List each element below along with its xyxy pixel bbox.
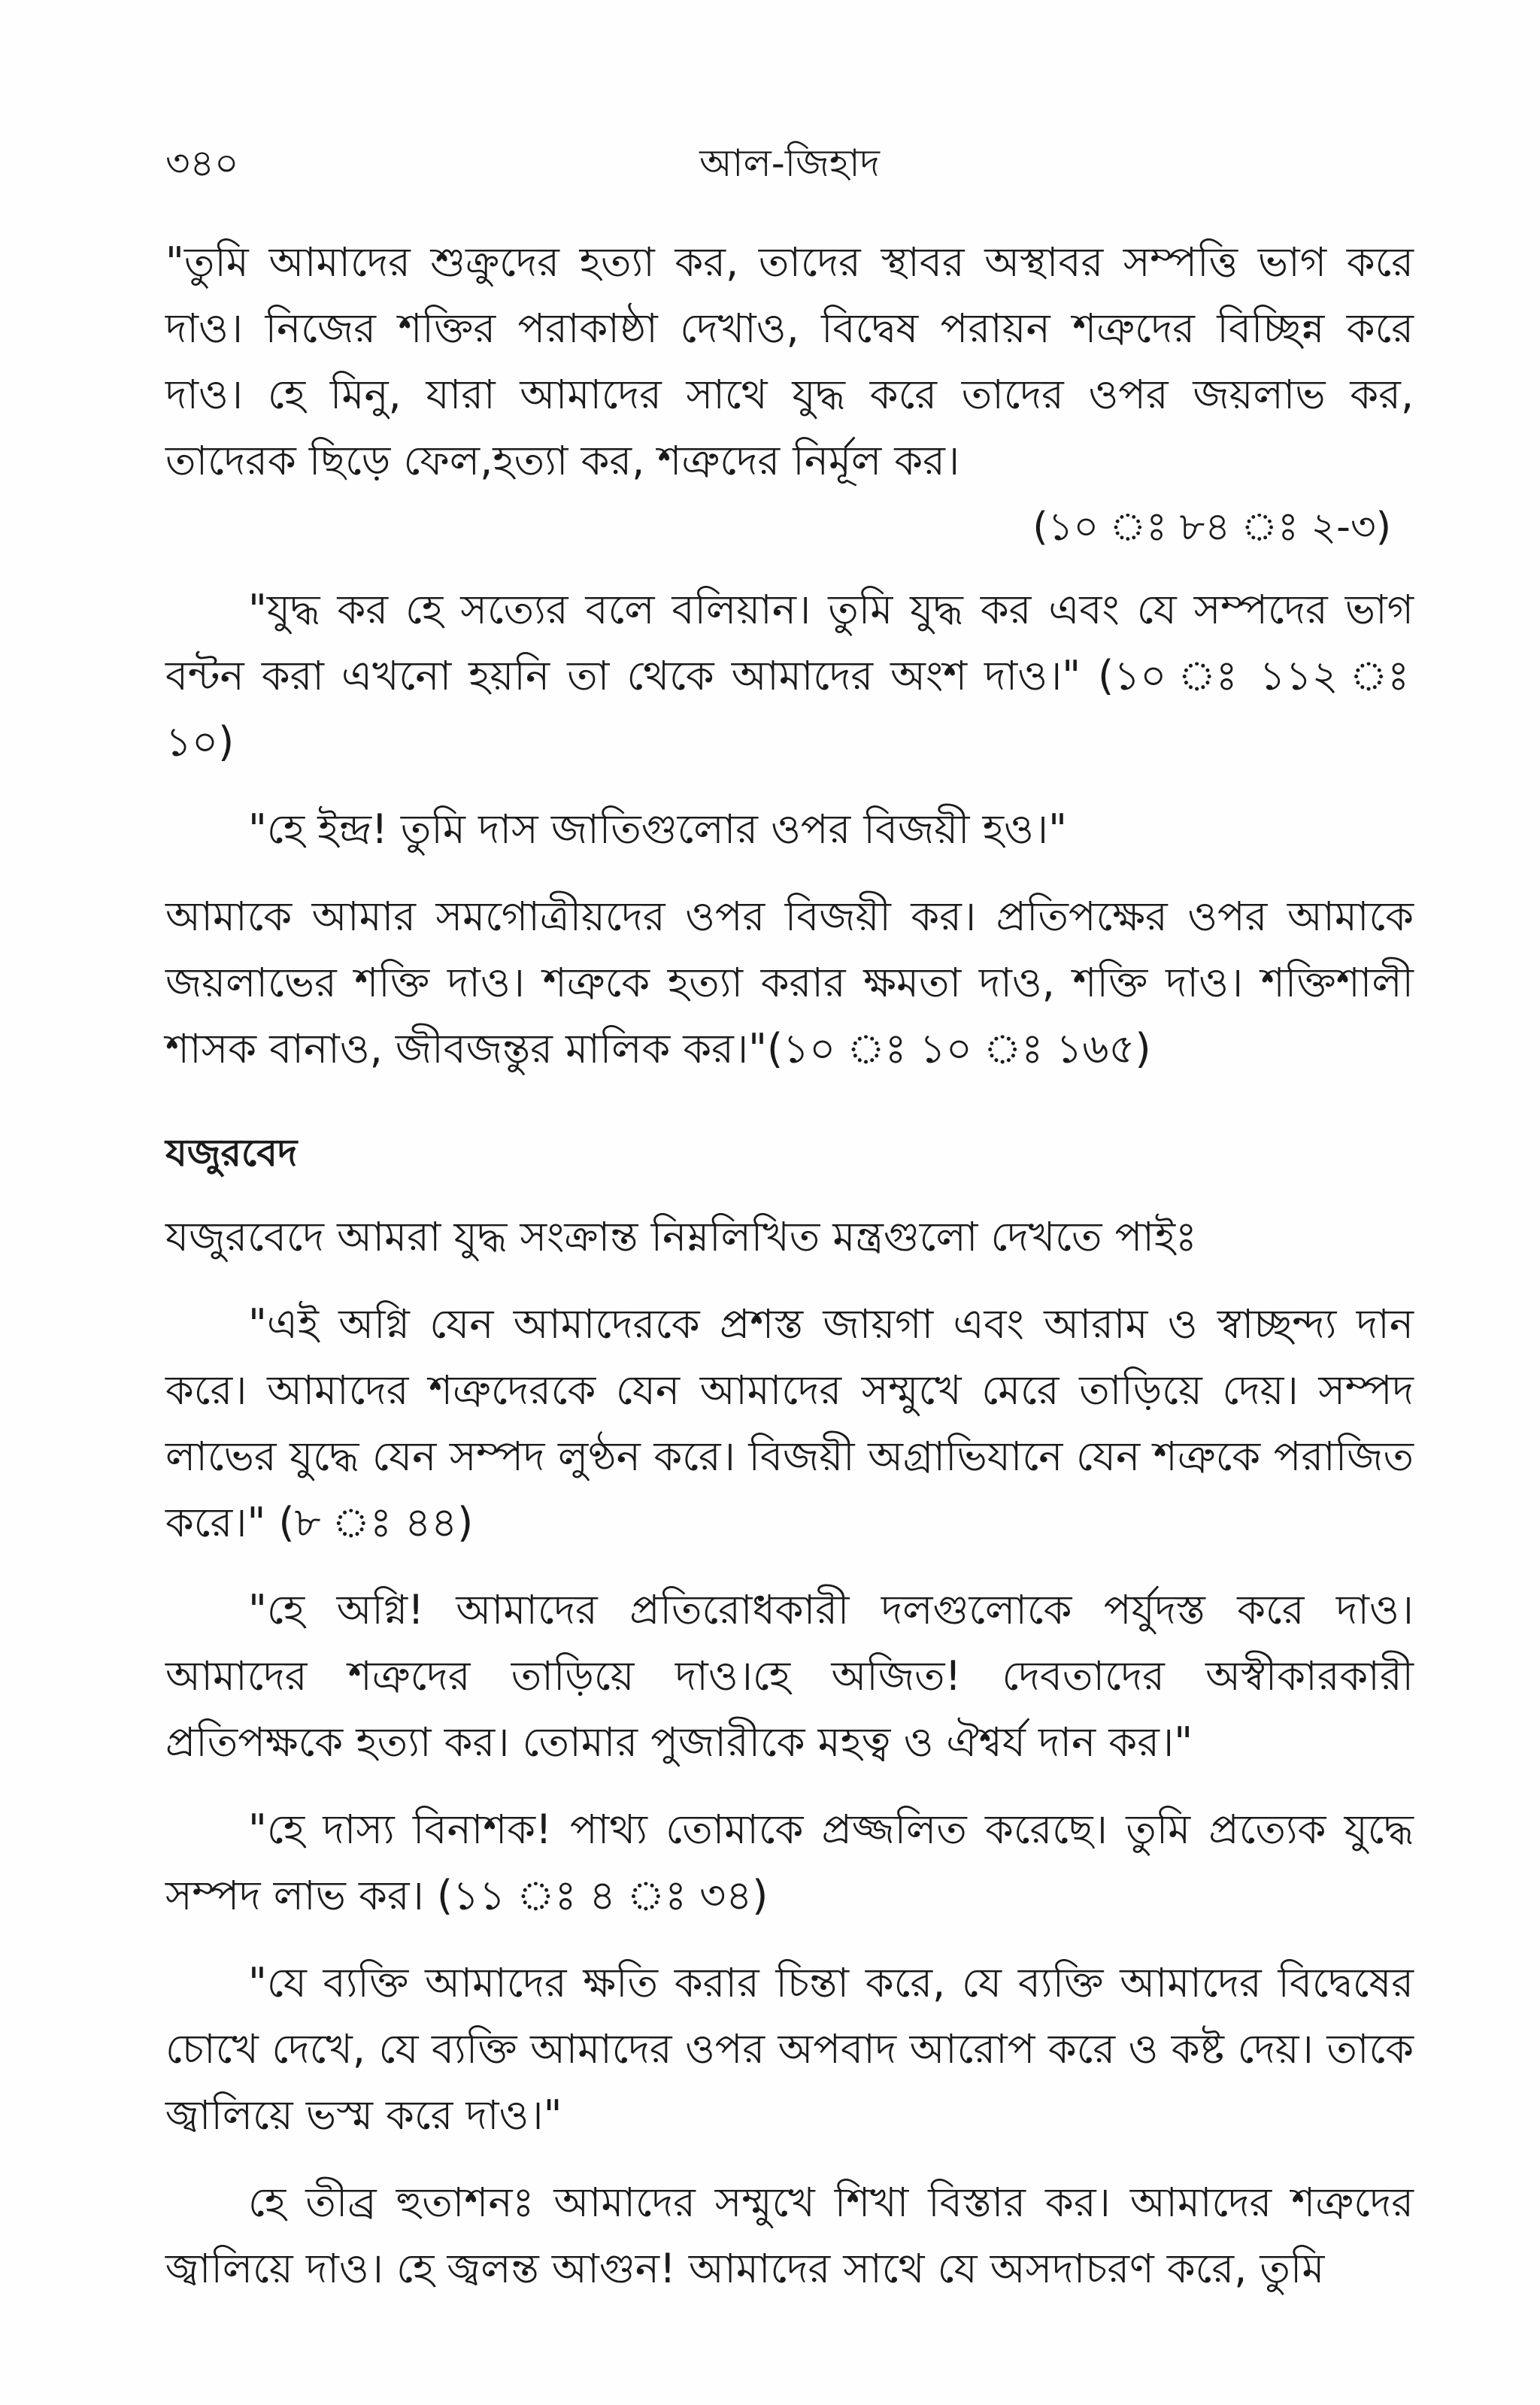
verse-reference: (১০ ঃ ৮৪ ঃ ২-৩) xyxy=(1032,505,1391,550)
paragraph-10: হে তীব্র হুতাশনঃ আমাদের সম্মুখে শিখা বিস্তার কর। আমাদের শত্রুদের জ্বালিয়ে দাও। হে জ্বলন্ত আগুন! আমাদের সাথে যে অসদাচরণ করে, তুমি xyxy=(165,2179,1414,2292)
section-heading: যজুরবেদ xyxy=(165,1131,298,1175)
paragraph-8: "হে দাস্য বিনাশক! পাথ্য তোমাকে প্রজ্জলিত করেছে। তুমি প্রত্যেক যুদ্ধে সম্পদ লাভ কর। (১১ ঃ ৪ ঃ ৩৪) xyxy=(165,1806,1414,1919)
page-body xyxy=(165,229,1414,2323)
paragraph-2: "যুদ্ধ কর হে সত্যের বলে বলিয়ান। তুমি যুদ্ধ কর এবং যে সম্পদের ভাগ বন্টন করা এখনো হয়নি তা থেকে আমাদের অংশ দাও।" (১০ ঃ ১১২ ঃ ১০) xyxy=(165,586,1414,766)
paragraph-1: "তুমি আমাদের শুক্রুদের হত্যা কর, তাদের স্থাবর অস্থাবর সম্পত্তি ভাগ করে দাও। নিজের শক্তির পরাকাষ্ঠা দেখাও, বিদ্বেষ পরায়ন শত্রুদের বিচ্ছিন্ন করে দাও। হে মিনু, যারা আমাদের সাথে যুদ্ধ করে তাদের ওপর জয়লাভ কর, তাদেরক ছিড়ে ফেল,হত্যা কর, শত্রুদের নির্মূল কর। xyxy=(165,238,1414,484)
paragraph-6: "এই অগ্নি যেন আমাদেরকে প্রশস্ত জায়গা এবং আরাম ও স্বাচ্ছন্দ্য দান করে। আমাদের শত্রুদেরকে যেন আমাদের সম্মুখে মেরে তাড়িয়ে দেয়। সম্পদ লাভের যুদ্ধে যেন সম্পদ লুণ্ঠন করে। বিজয়ী অগ্রাভিযানে যেন শত্রুকে পরাজিত করে।" (৮ ঃ ৪৪) xyxy=(165,1300,1414,1546)
paragraph-4: আমাকে আমার সমগোত্রীয়দের ওপর বিজয়ী কর। প্রতিপক্ষের ওপর আমাকে জয়লাভের শক্তি দাও। শত্রুকে হত্যা করার ক্ষমতা দাও, শক্তি দাও। শক্তিশালী শাসক বানাও, জীবজন্তুর মালিক কর।"(১০ ঃ ১০ ঃ ১৬৫) xyxy=(165,893,1414,1072)
paragraph-9: "যে ব্যক্তি আমাদের ক্ষতি করার চিন্তা করে, যে ব্যক্তি আমাদের বিদ্বেষের চোখে দেখে, যে ব্যক্তি আমাদের ওপর অপবাদ আরোপ করে ও কষ্ট দেয়। তাকে জ্বালিয়ে ভস্ম করে দাও।" xyxy=(165,1959,1414,2139)
paragraph-7: "হে অগ্নি! আমাদের প্রতিরোধকারী দলগুলোকে পর্যুদস্ত করে দাও। আমাদের শত্রুদের তাড়িয়ে দাও।হে অজিত! দেবতাদের অস্বীকারকারী প্রতিপক্ষকে হত্যা কর। তোমার পুজারীকে মহত্ব ও ঐশ্বর্য দান কর।" xyxy=(165,1586,1414,1766)
paragraph-3: "হে ইন্দ্র! তুমি দাস জাতিগুলোর ওপর বিজয়ী হও।" xyxy=(248,805,1067,853)
page-number: ৩৪০ xyxy=(165,141,239,185)
page-header xyxy=(165,135,1414,196)
running-title: আল-জিহাদ xyxy=(699,141,880,185)
paragraph-5: যজুরবেদে আমরা যুদ্ধ সংক্রান্ত নিম্নলিখিত মন্ত্রগুলো দেখতে পাইঃ xyxy=(165,1213,1197,1260)
